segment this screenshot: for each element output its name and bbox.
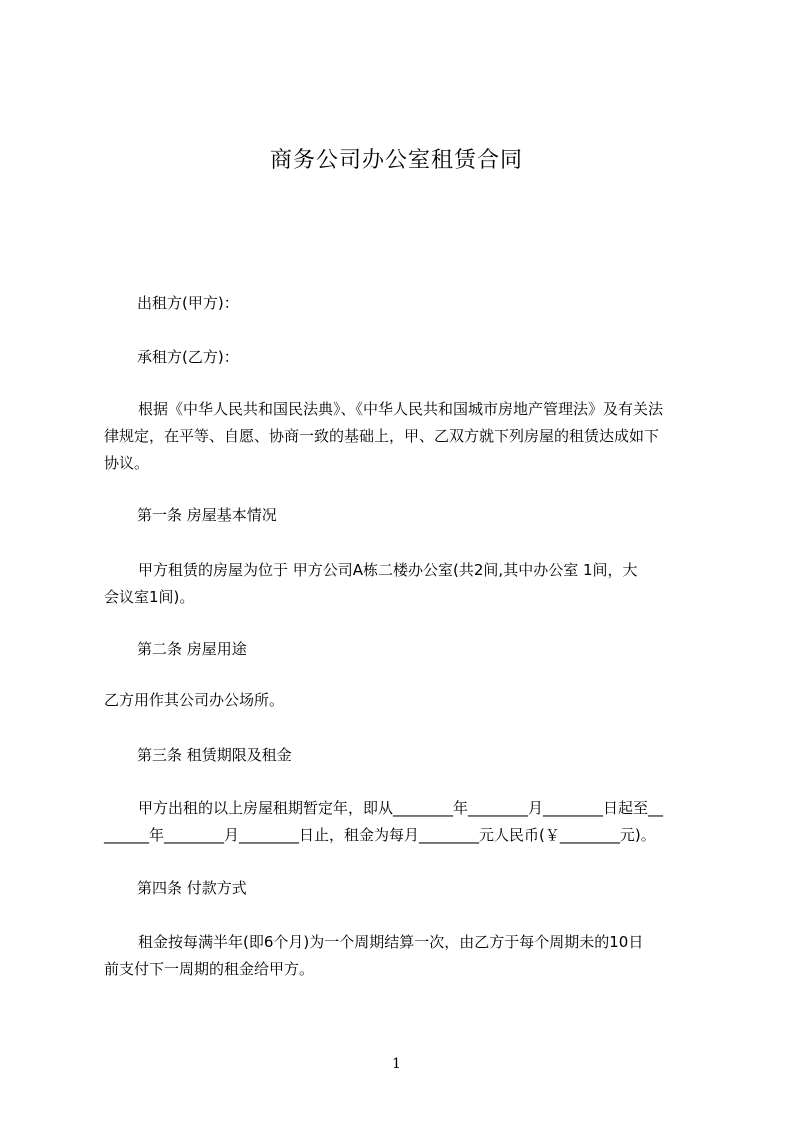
intro-line-2: 律规定，在平等、自愿、协商一致的基础上，甲、乙双方就下列房屋的租赁达成如下: [104, 427, 660, 445]
article-4-body: [104, 929, 704, 983]
article-3-line-2: ______年________月________日止，租金为每月________元人民币(￥________元)。: [104, 826, 656, 844]
article-1-line-2: 会议室1间)。: [104, 588, 195, 606]
article-3-line-1: 甲方出租的以上房屋租期暂定年，即从________年________月________日起至__: [138, 799, 664, 817]
intro-paragraph: [104, 396, 704, 477]
lessor-line: 出租方(甲方)：: [137, 294, 239, 312]
article-4-line-1: 租金按每满半年(即6个月)为一个周期结算一次，由乙方于每个周期未的10日: [138, 933, 644, 951]
article-1-heading: 第一条 房屋基本情况: [137, 506, 277, 524]
article-3-heading: 第三条 租赁期限及租金: [137, 746, 292, 764]
intro-line-3: 协议。: [104, 454, 150, 472]
page-number: 1: [392, 1056, 401, 1072]
document-title: 商务公司办公室租赁合同: [269, 148, 523, 173]
article-2-body: [104, 687, 704, 714]
article-4-heading: 第四条 付款方式: [137, 879, 247, 897]
article-1-line-1: 甲方租赁的房屋为位于 甲方公司A栋二楼办公室(共2间,其中办公室 1间，大: [138, 561, 638, 579]
article-4-line-2: 前支付下一周期的租金给甲方。: [104, 960, 315, 978]
article-1-body: [104, 557, 704, 611]
article-3-body: [104, 795, 704, 849]
intro-line-1: 根据《中华人民共和国民法典》、《中华人民共和国城市房地产管理法》及有关法: [138, 400, 664, 418]
article-2-line-1: 乙方用作其公司办公场所。: [104, 691, 285, 709]
lessee-line: 承租方(乙方)：: [137, 348, 239, 366]
article-2-heading: 第二条 房屋用途: [137, 640, 247, 658]
